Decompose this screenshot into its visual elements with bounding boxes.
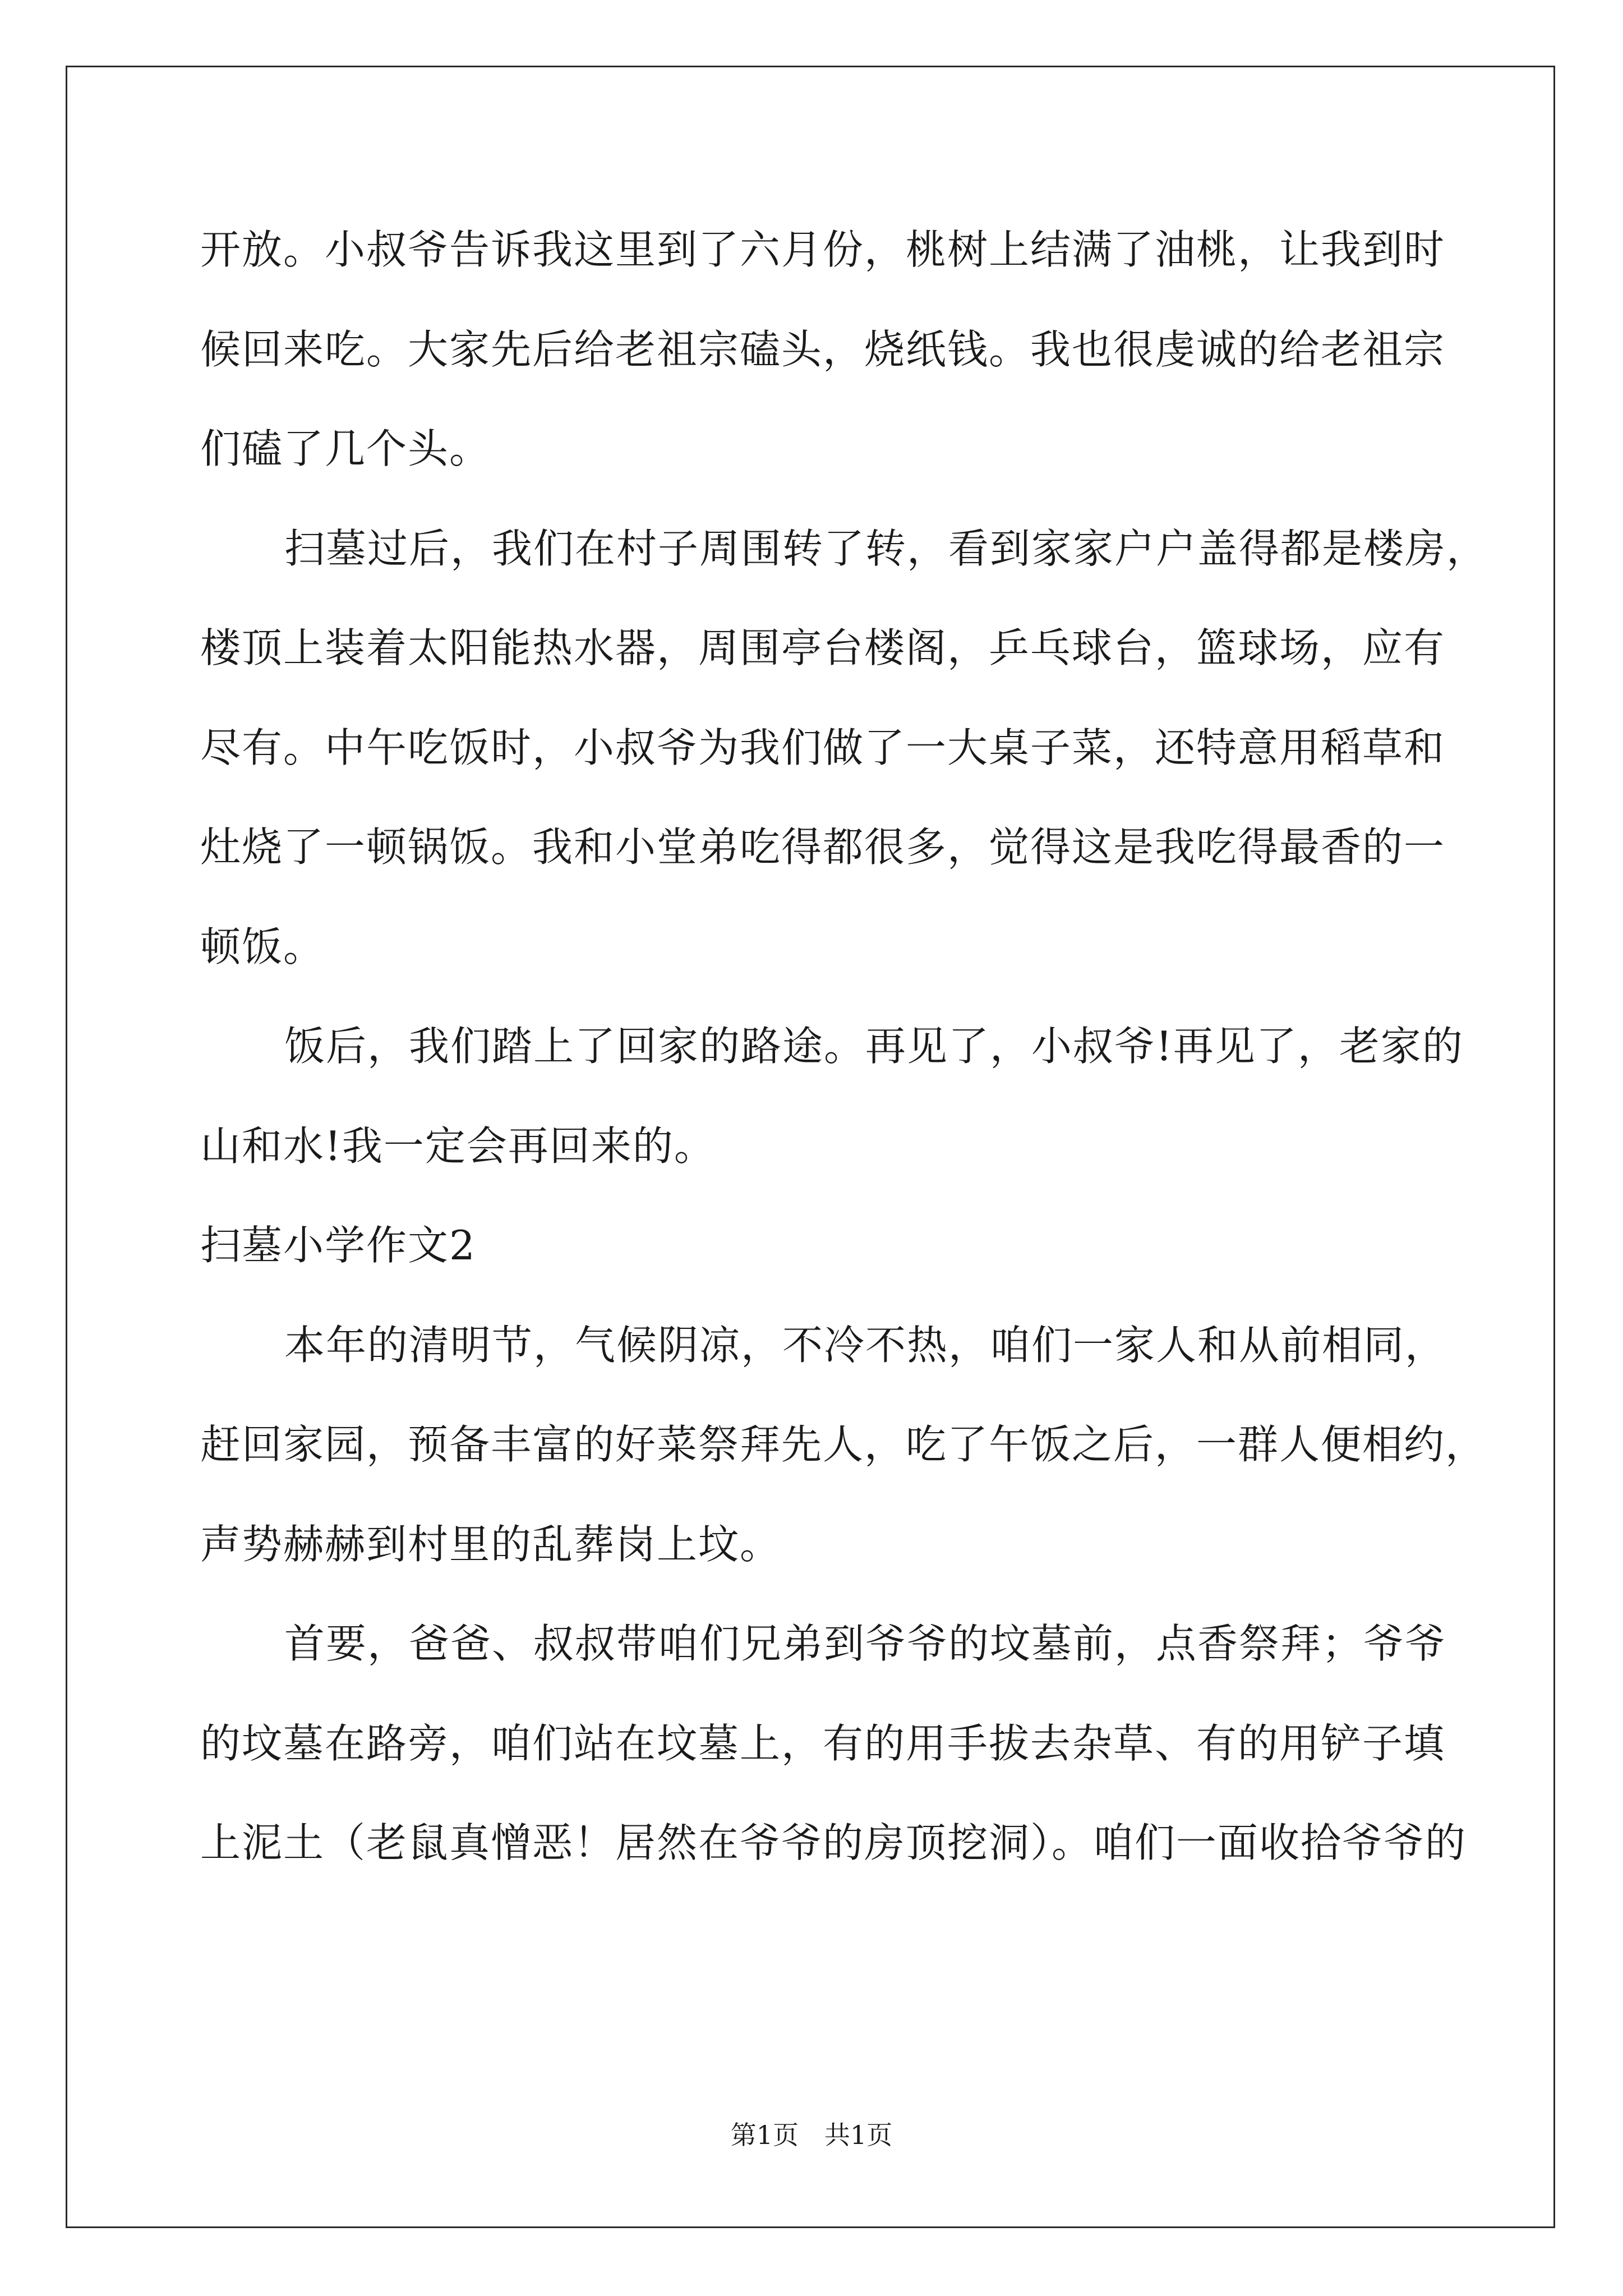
paragraph-first-line: 饭后，我们踏上了回家的路途。再见了，小叔爷!再见了，老家的	[284, 1023, 1464, 1070]
text-line: 的坟墓在路旁，咱们站在坟墓上，有的用手拔去杂草、有的用铲子填	[200, 1720, 1446, 1767]
paragraph-first-line: 首要，爸爸、叔叔带咱们兄弟到爷爷的坟墓前，点香祭拜；爷爷	[284, 1620, 1447, 1667]
text-line: 声势赫赫到村里的乱葬岗上坟。	[200, 1521, 782, 1568]
paragraph-first-line: 本年的清明节，气候阴凉，不冷不热，咱们一家人和从前相同，	[284, 1322, 1447, 1369]
text-line: 候回来吃。大家先后给老祖宗磕头，烧纸钱。我也很虔诚的给老祖宗	[200, 326, 1446, 373]
text-line: 顿饭。	[200, 923, 325, 970]
text-line: 们磕了几个头。	[200, 425, 491, 472]
text-line: 尽有。中午吃饭时，小叔爷为我们做了一大桌子菜，还特意用稻草和	[200, 724, 1446, 771]
page-footer: 第1页 共1页	[730, 2120, 893, 2150]
text-line: 山和水!我一定会再回来的。	[200, 1122, 716, 1170]
text-line: 楼顶上装着太阳能热水器，周围亭台楼阁，乒乓球台，篮球场，应有	[200, 624, 1446, 671]
section-heading: 扫墓小学作文2	[200, 1222, 476, 1269]
text-line: 赶回家园，预备丰富的好菜祭拜先人，吃了午饭之后，一群人便相约，	[200, 1421, 1487, 1468]
text-line: 开放。小叔爷告诉我这里到了六月份，桃树上结满了油桃，让我到时	[200, 226, 1446, 273]
paragraph-first-line: 扫墓过后，我们在村子周围转了转，看到家家户户盖得都是楼房，	[284, 525, 1488, 572]
text-line: 上泥土（老鼠真憎恶！居然在爷爷的房顶挖洞）。咱们一面收拾爷爷的	[200, 1819, 1467, 1866]
text-line: 灶烧了一顿锅饭。我和小堂弟吃得都很多，觉得这是我吃得最香的一	[200, 823, 1446, 871]
